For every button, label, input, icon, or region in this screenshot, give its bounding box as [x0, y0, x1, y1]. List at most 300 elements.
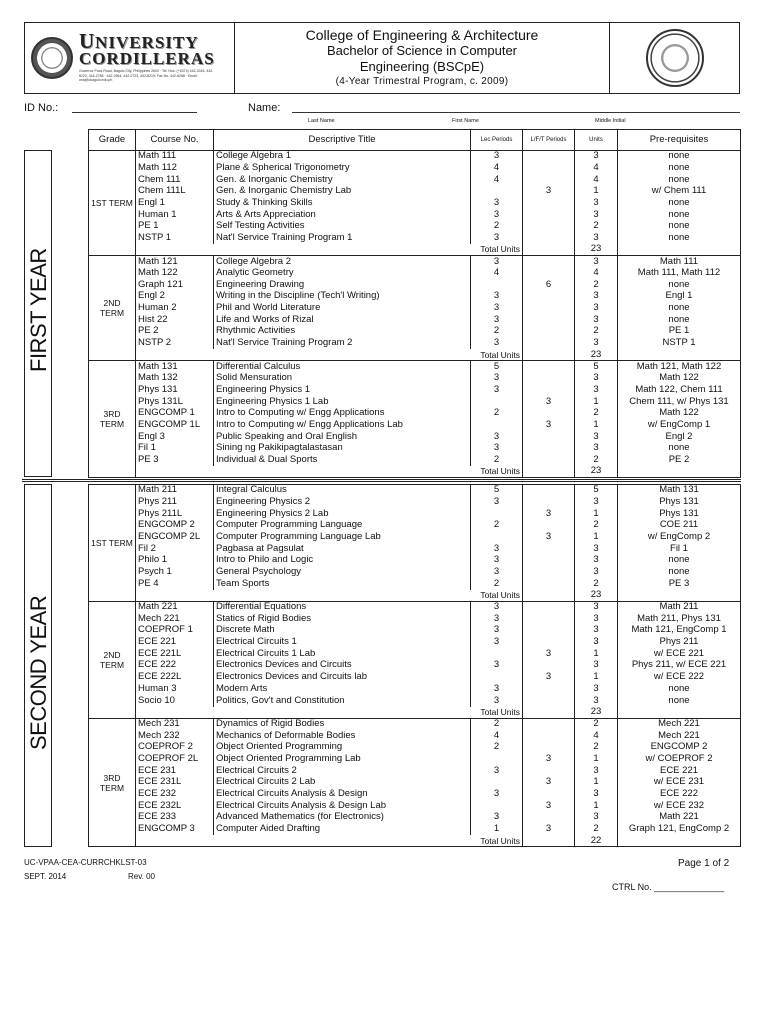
lft-periods [523, 742, 575, 754]
lec-periods: 2 [471, 326, 523, 338]
course-row [89, 373, 741, 385]
total-units-label: Total Units [136, 590, 523, 602]
lec-periods: 4 [471, 730, 523, 742]
total-prereq-empty [618, 466, 741, 478]
course-title: Public Speaking and Oral English [214, 431, 471, 443]
lft-periods [523, 326, 575, 338]
course-row [89, 508, 741, 520]
course-units: 2 [575, 326, 618, 338]
course-title: Mechanics of Deformable Bodies [214, 730, 471, 742]
course-number: Chem 111 [136, 174, 214, 186]
lec-periods [471, 753, 523, 765]
course-units: 3 [575, 613, 618, 625]
lec-periods: 4 [471, 162, 523, 174]
course-units: 2 [575, 454, 618, 466]
course-title: Intro to Computing w/ Engg Applications [214, 408, 471, 420]
lec-periods: 2 [471, 408, 523, 420]
course-units: 3 [575, 302, 618, 314]
lft-periods [523, 543, 575, 555]
lec-periods [471, 279, 523, 291]
course-number: Phys 131L [136, 396, 214, 408]
course-prereq: Math 211, Phys 131 [618, 613, 741, 625]
course-row [89, 543, 741, 555]
doc-date: SEPT. 2014 [24, 872, 67, 881]
course-prereq: Math 111 [618, 256, 741, 268]
lft-periods: 3 [523, 186, 575, 198]
lec-periods: 3 [471, 373, 523, 385]
lft-periods [523, 174, 575, 186]
course-units: 1 [575, 777, 618, 789]
course-number: PE 2 [136, 326, 214, 338]
lec-periods: 3 [471, 291, 523, 303]
course-title: Gen. & Inorganic Chemistry Lab [214, 186, 471, 198]
last-name-caption: Last Name [308, 118, 335, 124]
lft-periods [523, 454, 575, 466]
course-prereq: COE 211 [618, 520, 741, 532]
course-row [89, 578, 741, 590]
course-units: 2 [575, 742, 618, 754]
lft-periods [523, 660, 575, 672]
total-prereq-empty [618, 349, 741, 361]
lec-periods: 2 [471, 718, 523, 730]
course-units: 1 [575, 648, 618, 660]
course-row [89, 454, 741, 466]
course-number: NSTP 1 [136, 232, 214, 244]
course-prereq: Math 121, Math 122 [618, 361, 741, 373]
course-units: 3 [575, 543, 618, 555]
course-units: 1 [575, 419, 618, 431]
course-units: 1 [575, 396, 618, 408]
course-title: Engineering Physics 1 [214, 384, 471, 396]
course-number: ENGCOMP 3 [136, 823, 214, 835]
course-number: ENGCOMP 1L [136, 419, 214, 431]
course-number: COEPROF 1 [136, 625, 214, 637]
university-name-bottom: CORDILLERAS [79, 49, 215, 69]
lec-periods: 3 [471, 209, 523, 221]
course-units: 3 [575, 197, 618, 209]
course-title: College Algebra 2 [214, 256, 471, 268]
title-header: Descriptive Title [214, 130, 471, 151]
course-row [89, 636, 741, 648]
course-number: Math 121 [136, 256, 214, 268]
course-row [89, 800, 741, 812]
course-title: Computer Aided Drafting [214, 823, 471, 835]
course-units: 3 [575, 209, 618, 221]
lec-periods: 3 [471, 555, 523, 567]
total-row [89, 466, 741, 478]
course-title: Advanced Mathematics (for Electronics) [214, 812, 471, 824]
course-number: Engl 1 [136, 197, 214, 209]
id-field[interactable] [72, 112, 197, 113]
lec-periods: 3 [471, 431, 523, 443]
term-label: 1ST TERM [89, 485, 136, 602]
course-units: 3 [575, 625, 618, 637]
lft-periods [523, 812, 575, 824]
total-lft-empty [523, 707, 575, 719]
course-prereq: none [618, 695, 741, 707]
course-row [89, 812, 741, 824]
course-title: Electrical Circuits 2 [214, 765, 471, 777]
course-title: Arts & Arts Appreciation [214, 209, 471, 221]
lft-periods [523, 302, 575, 314]
course-row [89, 683, 741, 695]
lft-periods [523, 256, 575, 268]
course-header: Course No. [136, 130, 214, 151]
total-units-label: Total Units [136, 466, 523, 478]
course-number: ECE 232L [136, 800, 214, 812]
course-number: NSTP 2 [136, 338, 214, 350]
course-prereq: none [618, 279, 741, 291]
course-prereq: w/ ECE 232 [618, 800, 741, 812]
course-units: 3 [575, 555, 618, 567]
course-title: Pagbasa at Pagsulat [214, 543, 471, 555]
units-header: Units [575, 130, 618, 151]
lec-periods [471, 508, 523, 520]
course-title: Politics, Gov't and Constitution [214, 695, 471, 707]
course-units: 3 [575, 338, 618, 350]
course-row [89, 151, 741, 163]
course-prereq: w/ EngComp 1 [618, 419, 741, 431]
lec-header: Lec Periods [471, 130, 523, 151]
lec-periods: 2 [471, 578, 523, 590]
course-units: 2 [575, 520, 618, 532]
lft-periods: 3 [523, 508, 575, 520]
year-table [88, 150, 741, 478]
course-units: 2 [575, 408, 618, 420]
course-units: 4 [575, 730, 618, 742]
lec-periods: 3 [471, 660, 523, 672]
course-prereq: NSTP 1 [618, 338, 741, 350]
course-title: Integral Calculus [214, 485, 471, 497]
course-row [89, 338, 741, 350]
course-title: Analytic Geometry [214, 267, 471, 279]
course-prereq: none [618, 151, 741, 163]
course-number: ENGCOMP 1 [136, 408, 214, 420]
lec-periods: 3 [471, 302, 523, 314]
university-seal-icon [31, 37, 73, 79]
program-name-line2: Engineering (BSCpE) [359, 59, 485, 74]
lft-periods [523, 765, 575, 777]
lec-periods [471, 531, 523, 543]
lft-periods [523, 578, 575, 590]
lft-periods: 3 [523, 419, 575, 431]
total-units-value: 23 [575, 590, 618, 602]
course-number: PE 1 [136, 221, 214, 233]
course-number: ENGCOMP 2L [136, 531, 214, 543]
second-year-label: SECOND YEAR [26, 595, 51, 750]
lec-periods: 3 [471, 338, 523, 350]
course-prereq: Fil 1 [618, 543, 741, 555]
prereq-header: Pre-requisites [618, 130, 741, 151]
course-title: Differential Calculus [214, 361, 471, 373]
course-row [89, 765, 741, 777]
lft-periods: 3 [523, 396, 575, 408]
course-title: Self Testing Activities [214, 221, 471, 233]
lec-periods: 4 [471, 174, 523, 186]
course-title: Rhythmic Activities [214, 326, 471, 338]
course-units: 3 [575, 314, 618, 326]
lec-periods: 3 [471, 232, 523, 244]
course-units: 3 [575, 291, 618, 303]
course-prereq: Phys 131 [618, 508, 741, 520]
lft-periods: 3 [523, 672, 575, 684]
course-prereq: w/ EngComp 2 [618, 531, 741, 543]
course-title: Individual & Dual Sports [214, 454, 471, 466]
course-row [89, 555, 741, 567]
lec-periods: 4 [471, 267, 523, 279]
course-units: 4 [575, 162, 618, 174]
lec-periods: 3 [471, 314, 523, 326]
course-number: Mech 221 [136, 613, 214, 625]
course-number: Math 112 [136, 162, 214, 174]
course-number: Math 122 [136, 267, 214, 279]
lft-periods [523, 625, 575, 637]
lec-periods: 3 [471, 384, 523, 396]
course-prereq: w/ ECE 221 [618, 648, 741, 660]
course-number: Hist 22 [136, 314, 214, 326]
course-prereq: w/ ECE 231 [618, 777, 741, 789]
lft-periods [523, 267, 575, 279]
course-title: Nat'l Service Training Program 1 [214, 232, 471, 244]
lft-periods: 3 [523, 531, 575, 543]
total-units-value: 23 [575, 244, 618, 256]
course-row [89, 197, 741, 209]
course-units: 3 [575, 151, 618, 163]
lec-periods: 3 [471, 683, 523, 695]
total-lft-empty [523, 466, 575, 478]
lft-periods [523, 291, 575, 303]
course-title: Dynamics of Rigid Bodies [214, 718, 471, 730]
course-row [89, 221, 741, 233]
lec-periods: 3 [471, 197, 523, 209]
course-units: 1 [575, 672, 618, 684]
course-units: 3 [575, 812, 618, 824]
lft-periods [523, 209, 575, 221]
course-row [89, 162, 741, 174]
lft-periods [523, 683, 575, 695]
course-title: Solid Mensuration [214, 373, 471, 385]
course-prereq: none [618, 683, 741, 695]
course-prereq: none [618, 302, 741, 314]
page-number: Page 1 of 2 [678, 858, 730, 869]
lft-periods [523, 520, 575, 532]
term-label: 3RD TERM [89, 718, 136, 847]
course-number: Math 111 [136, 151, 214, 163]
course-title: Engineering Drawing [214, 279, 471, 291]
course-units: 2 [575, 718, 618, 730]
term-label: 2ND TERM [89, 256, 136, 361]
course-number: Math 132 [136, 373, 214, 385]
course-row [89, 209, 741, 221]
course-title: Differential Equations [214, 601, 471, 613]
course-units: 1 [575, 531, 618, 543]
course-number: Human 1 [136, 209, 214, 221]
course-number: PE 3 [136, 454, 214, 466]
course-units: 3 [575, 765, 618, 777]
course-title: Computer Programming Language Lab [214, 531, 471, 543]
college-seal-icon [646, 29, 704, 87]
course-units: 3 [575, 636, 618, 648]
course-prereq: Chem 111, w/ Phys 131 [618, 396, 741, 408]
lec-periods: 3 [471, 256, 523, 268]
course-prereq: PE 2 [618, 454, 741, 466]
lec-periods: 3 [471, 695, 523, 707]
course-row [89, 279, 741, 291]
total-lft-empty [523, 835, 575, 847]
course-prereq: ECE 222 [618, 788, 741, 800]
total-lft-empty [523, 349, 575, 361]
total-prereq-empty [618, 244, 741, 256]
course-title: Object Oriented Programming Lab [214, 753, 471, 765]
course-prereq: Graph 121, EngComp 2 [618, 823, 741, 835]
course-number: Engl 2 [136, 291, 214, 303]
lft-periods [523, 361, 575, 373]
lec-periods: 3 [471, 151, 523, 163]
lec-periods: 3 [471, 601, 523, 613]
total-units-value: 23 [575, 349, 618, 361]
lft-periods [523, 197, 575, 209]
control-number: CTRL No. ______________ [612, 882, 725, 892]
course-units: 3 [575, 660, 618, 672]
course-units: 4 [575, 174, 618, 186]
course-number: ECE 221L [136, 648, 214, 660]
course-prereq: Math 131 [618, 485, 741, 497]
course-prereq: Mech 221 [618, 718, 741, 730]
course-prereq: Phys 211, w/ ECE 221 [618, 660, 741, 672]
grade-header: Grade [89, 130, 136, 151]
lft-periods: 3 [523, 648, 575, 660]
course-row [89, 660, 741, 672]
course-row [89, 396, 741, 408]
total-prereq-empty [618, 707, 741, 719]
course-number: Mech 231 [136, 718, 214, 730]
course-prereq: none [618, 209, 741, 221]
course-row [89, 419, 741, 431]
course-title: Nat'l Service Training Program 2 [214, 338, 471, 350]
course-prereq: none [618, 174, 741, 186]
course-title: Sining ng Pakikipagtalastasan [214, 443, 471, 455]
course-row [89, 672, 741, 684]
course-title: Gen. & Inorganic Chemistry [214, 174, 471, 186]
course-row [89, 566, 741, 578]
lft-periods [523, 485, 575, 497]
course-title: Electrical Circuits 1 [214, 636, 471, 648]
course-row [89, 695, 741, 707]
course-units: 2 [575, 578, 618, 590]
course-row [89, 267, 741, 279]
course-number: Human 2 [136, 302, 214, 314]
lft-periods: 3 [523, 777, 575, 789]
lec-periods: 5 [471, 485, 523, 497]
course-row [89, 232, 741, 244]
course-prereq: Phys 131 [618, 496, 741, 508]
course-number: Graph 121 [136, 279, 214, 291]
name-label: Name: [248, 102, 281, 114]
course-prereq: Engl 2 [618, 431, 741, 443]
college-logo-block [609, 23, 739, 93]
lec-periods: 2 [471, 221, 523, 233]
year-table [88, 484, 741, 847]
lft-periods [523, 338, 575, 350]
course-prereq: ECE 221 [618, 765, 741, 777]
doc-code: UC-VPAA-CEA-CURRCHKLST-03 [24, 858, 147, 867]
course-row [89, 361, 741, 373]
lec-periods: 3 [471, 543, 523, 555]
lec-periods [471, 800, 523, 812]
lft-periods [523, 788, 575, 800]
course-number: Mech 232 [136, 730, 214, 742]
course-prereq: none [618, 314, 741, 326]
course-title: Computer Programming Language [214, 520, 471, 532]
course-title: Statics of Rigid Bodies [214, 613, 471, 625]
course-units: 2 [575, 279, 618, 291]
total-units-label: Total Units [136, 349, 523, 361]
course-row [89, 431, 741, 443]
course-title: Intro to Philo and Logic [214, 555, 471, 567]
university-name-top: UNIVERSITY [79, 29, 199, 54]
university-logo-block [25, 23, 235, 93]
course-units: 3 [575, 695, 618, 707]
course-number: Math 211 [136, 485, 214, 497]
course-row [89, 174, 741, 186]
course-row [89, 186, 741, 198]
lft-periods [523, 232, 575, 244]
course-number: ENGCOMP 2 [136, 520, 214, 532]
course-title: Engineering Physics 1 Lab [214, 396, 471, 408]
course-row [89, 314, 741, 326]
course-row [89, 485, 741, 497]
lft-periods [523, 718, 575, 730]
lec-periods: 3 [471, 613, 523, 625]
term-label: 2ND TERM [89, 601, 136, 718]
year-separator [22, 479, 741, 482]
lec-periods [471, 648, 523, 660]
course-units: 3 [575, 232, 618, 244]
course-number: COEPROF 2L [136, 753, 214, 765]
lft-periods: 3 [523, 800, 575, 812]
course-prereq: Phys 211 [618, 636, 741, 648]
curriculum-table-header [88, 129, 741, 151]
course-title: Object Oriented Programming [214, 742, 471, 754]
course-prereq: none [618, 555, 741, 567]
course-number: Socio 10 [136, 695, 214, 707]
course-row [89, 443, 741, 455]
lft-periods [523, 373, 575, 385]
lec-periods: 3 [471, 625, 523, 637]
name-field[interactable] [292, 112, 740, 113]
course-row [89, 408, 741, 420]
lft-periods [523, 601, 575, 613]
total-units-value: 23 [575, 707, 618, 719]
lft-periods [523, 695, 575, 707]
course-units: 3 [575, 566, 618, 578]
course-units: 1 [575, 753, 618, 765]
lec-periods [471, 777, 523, 789]
lec-periods: 2 [471, 454, 523, 466]
lft-periods [523, 636, 575, 648]
course-prereq: none [618, 197, 741, 209]
first-name-caption: First Name [452, 118, 479, 124]
course-units: 2 [575, 823, 618, 835]
course-row [89, 601, 741, 613]
total-row [89, 707, 741, 719]
course-units: 3 [575, 601, 618, 613]
lec-periods: 2 [471, 520, 523, 532]
course-prereq: none [618, 162, 741, 174]
course-number: Fil 2 [136, 543, 214, 555]
course-row [89, 291, 741, 303]
course-prereq: Math 221 [618, 812, 741, 824]
